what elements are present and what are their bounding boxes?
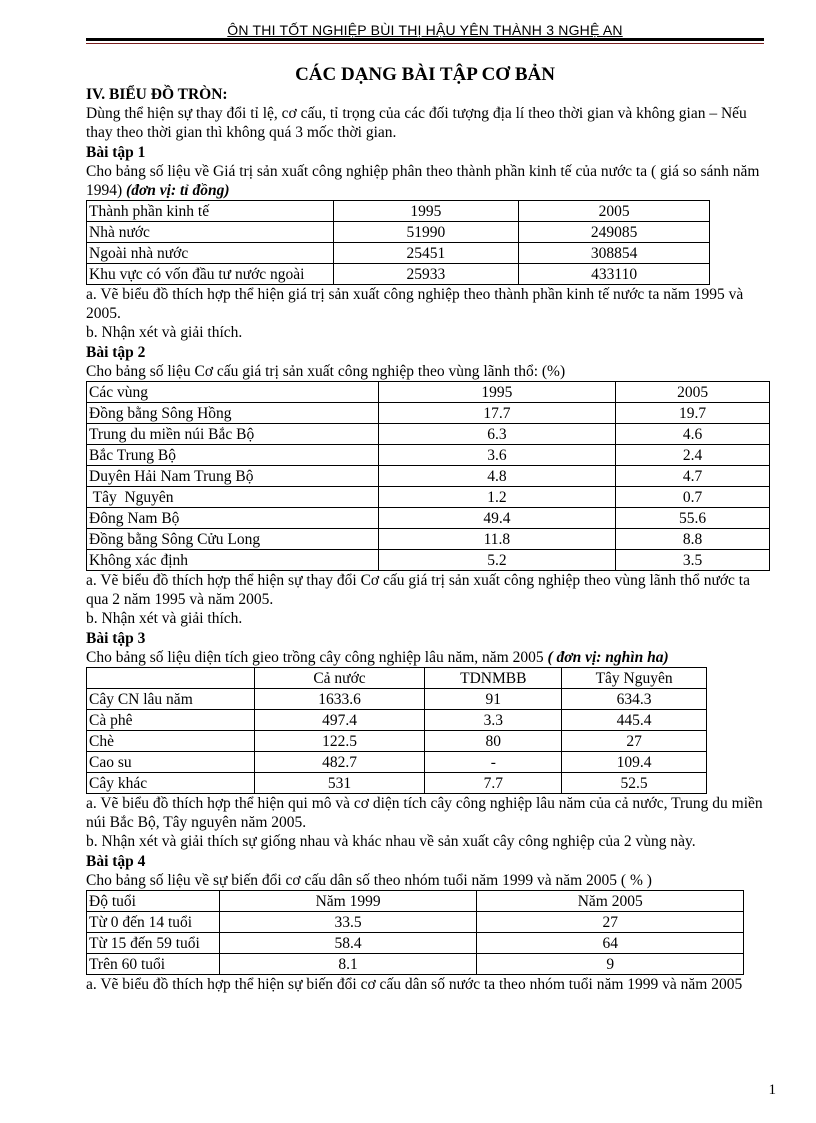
table-cell: 3.6 — [378, 445, 616, 466]
table-header-cell: Cả nước — [254, 668, 425, 689]
table-cell: 58.4 — [219, 933, 477, 954]
exercise-4-title: Bài tập 4 — [86, 853, 146, 870]
table-header-cell: 1995 — [333, 201, 519, 222]
table-cell: Tây Nguyên — [87, 487, 379, 508]
table-header-cell: Độ tuổi — [87, 891, 220, 912]
table-row — [87, 710, 707, 731]
exercise-3-table — [86, 667, 707, 794]
page-title: CÁC DẠNG BÀI TẬP CƠ BẢN — [295, 64, 555, 85]
table-cell: 9 — [477, 954, 744, 975]
table-row — [87, 466, 770, 487]
table-cell: Trung du miền núi Bắc Bộ — [87, 424, 379, 445]
table-cell: 4.7 — [616, 466, 770, 487]
table-cell: 308854 — [519, 243, 710, 264]
exercise-2-title: Bài tập 2 — [86, 344, 146, 361]
header-rule-thick — [86, 38, 764, 41]
table-cell: Đồng bằng Sông Cửu Long — [87, 529, 379, 550]
exercise-2-question-a: a. Vẽ biểu đồ thích hợp thể hiện sự thay đổi Cơ cấu giá trị sản xuất công nghiệp theo vùng lãnh thổ nước ta qua 2 năm 1995 và năm 2005. — [86, 572, 750, 608]
table-cell: 531 — [254, 773, 425, 794]
exercise-3-question-a: a. Vẽ biểu đồ thích hợp thể hiện qui mô và cơ diện tích cây công nghiệp lâu năm của cả nước, Trung du miền núi Bắc Bộ, Tây nguyên năm 2005. — [86, 795, 763, 831]
table-cell: 33.5 — [219, 912, 477, 933]
table-row — [87, 752, 707, 773]
table-row — [87, 731, 707, 752]
table-cell: 17.7 — [378, 403, 616, 424]
table-cell: 482.7 — [254, 752, 425, 773]
table-header-cell: 1995 — [378, 382, 616, 403]
exercise-4-desc: Cho bảng số liệu về sự biến đổi cơ cấu dân số theo nhóm tuổi năm 1999 và năm 2005 ( % ) — [86, 872, 652, 889]
table-cell: 80 — [425, 731, 562, 752]
table-row — [87, 912, 744, 933]
table-cell: Trên 60 tuổi — [87, 954, 220, 975]
exercise-1-question-b: b. Nhận xét và giải thích. — [86, 324, 243, 341]
table-cell: 55.6 — [616, 508, 770, 529]
exercise-3-question-b: b. Nhận xét và giải thích sự giống nhau và khác nhau về sản xuất cây công nghiệp của 2 vùng này. — [86, 833, 696, 850]
table-row — [87, 954, 744, 975]
table-cell: Cây CN lâu năm — [87, 689, 255, 710]
table-cell: Không xác định — [87, 550, 379, 571]
exercise-4-table — [86, 890, 744, 975]
table-cell: - — [425, 752, 562, 773]
exercise-2-question-b: b. Nhận xét và giải thích. — [86, 610, 243, 627]
table-cell: Chè — [87, 731, 255, 752]
table-cell: 1633.6 — [254, 689, 425, 710]
table-cell: 51990 — [333, 222, 519, 243]
table-cell: Từ 15 đến 59 tuổi — [87, 933, 220, 954]
table-cell: 2.4 — [616, 445, 770, 466]
table-header-row — [87, 201, 710, 222]
table-row — [87, 508, 770, 529]
table-cell: Cây khác — [87, 773, 255, 794]
exercise-3-desc: Cho bảng số liệu diện tích gieo trồng cây công nghiệp lâu năm, năm 2005 ( đơn vị: nghìn ha) — [86, 649, 669, 666]
table-cell: 433110 — [519, 264, 710, 285]
table-header-cell: 2005 — [519, 201, 710, 222]
table-header-row — [87, 382, 770, 403]
table-cell: Từ 0 đến 14 tuổi — [87, 912, 220, 933]
table-cell: 8.1 — [219, 954, 477, 975]
table-row — [87, 773, 707, 794]
table-row — [87, 243, 710, 264]
table-row — [87, 487, 770, 508]
exercise-1-desc: Cho bảng số liệu về Giá trị sản xuất công nghiệp phân theo thành phần kinh tế của nước ta ( giá so sánh năm 1994) (đơn vị: tỉ đồng) — [86, 163, 760, 199]
header-rule-thin — [86, 43, 764, 44]
table-row — [87, 424, 770, 445]
table-cell: 1.2 — [378, 487, 616, 508]
exercise-2-table — [86, 381, 770, 571]
exercise-4-question-a: a. Vẽ biểu đồ thích hợp thể hiện sự biến đổi cơ cấu dân số nước ta theo nhóm tuổi năm 1999 và năm 2005 — [86, 976, 743, 993]
table-row — [87, 403, 770, 424]
document-body — [86, 85, 776, 994]
table-cell: 497.4 — [254, 710, 425, 731]
table-header-cell: 2005 — [616, 382, 770, 403]
table-header-cell: Các vùng — [87, 382, 379, 403]
table-cell: Cà phê — [87, 710, 255, 731]
table-row — [87, 264, 710, 285]
table-cell: 4.8 — [378, 466, 616, 487]
table-cell: 8.8 — [616, 529, 770, 550]
table-cell: Cao su — [87, 752, 255, 773]
table-cell: 27 — [477, 912, 744, 933]
table-row — [87, 222, 710, 243]
table-cell: 6.3 — [378, 424, 616, 445]
table-cell: 25933 — [333, 264, 519, 285]
table-cell: 91 — [425, 689, 562, 710]
table-header-row — [87, 668, 707, 689]
table-cell: 5.2 — [378, 550, 616, 571]
exercise-1-title: Bài tập 1 — [86, 144, 146, 161]
table-row — [87, 445, 770, 466]
table-row — [87, 933, 744, 954]
table-row — [87, 689, 707, 710]
table-cell: 0.7 — [616, 487, 770, 508]
table-cell: 445.4 — [562, 710, 707, 731]
table-cell: 122.5 — [254, 731, 425, 752]
page-number: 1 — [768, 1082, 776, 1098]
table-cell: 11.8 — [378, 529, 616, 550]
table-header-cell: Năm 2005 — [477, 891, 744, 912]
table-cell: Đông Nam Bộ — [87, 508, 379, 529]
table-cell: 109.4 — [562, 752, 707, 773]
table-cell: 3.3 — [425, 710, 562, 731]
table-header-row — [87, 891, 744, 912]
table-cell: Nhà nước — [87, 222, 334, 243]
table-cell: 64 — [477, 933, 744, 954]
table-cell: Ngoài nhà nước — [87, 243, 334, 264]
table-cell: 25451 — [333, 243, 519, 264]
table-cell: Đồng bằng Sông Hồng — [87, 403, 379, 424]
table-cell: 49.4 — [378, 508, 616, 529]
table-header-cell: Thành phần kinh tế — [87, 201, 334, 222]
page-header: ÔN THI TỐT NGHIỆP BÙI THỊ HẬU YÊN THÀNH 3 NGHỆ AN — [227, 22, 623, 38]
table-cell: 7.7 — [425, 773, 562, 794]
table-row — [87, 529, 770, 550]
table-cell: Bắc Trung Bộ — [87, 445, 379, 466]
table-cell: 27 — [562, 731, 707, 752]
table-header-cell: TDNMBB — [425, 668, 562, 689]
table-cell: 249085 — [519, 222, 710, 243]
table-cell: 634.3 — [562, 689, 707, 710]
exercise-3-title: Bài tập 3 — [86, 630, 146, 647]
exercise-2-desc: Cho bảng số liệu Cơ cấu giá trị sản xuất công nghiệp theo vùng lãnh thổ: (%) — [86, 363, 566, 380]
table-cell: Khu vực có vốn đầu tư nước ngoài — [87, 264, 334, 285]
table-header-cell — [87, 668, 255, 689]
table-row — [87, 550, 770, 571]
table-cell: 4.6 — [616, 424, 770, 445]
section-heading: IV. BIỂU ĐỒ TRÒN: — [86, 86, 228, 103]
table-header-cell: Tây Nguyên — [562, 668, 707, 689]
table-cell: 3.5 — [616, 550, 770, 571]
section-intro: Dùng thể hiện sự thay đổi tỉ lệ, cơ cấu, tỉ trọng của các đối tượng địa lí theo thời gian và không gian – Nếu thay theo thời gian thì không quá 3 mốc thời gian. — [86, 105, 747, 141]
table-cell: 19.7 — [616, 403, 770, 424]
table-cell: 52.5 — [562, 773, 707, 794]
exercise-1-table — [86, 200, 710, 285]
exercise-1-question-a: a. Vẽ biểu đồ thích hợp thể hiện giá trị sản xuất công nghiệp theo thành phần kinh tế nước ta năm 1995 và 2005. — [86, 286, 744, 322]
table-header-cell: Năm 1999 — [219, 891, 477, 912]
table-cell: Duyên Hải Nam Trung Bộ — [87, 466, 379, 487]
